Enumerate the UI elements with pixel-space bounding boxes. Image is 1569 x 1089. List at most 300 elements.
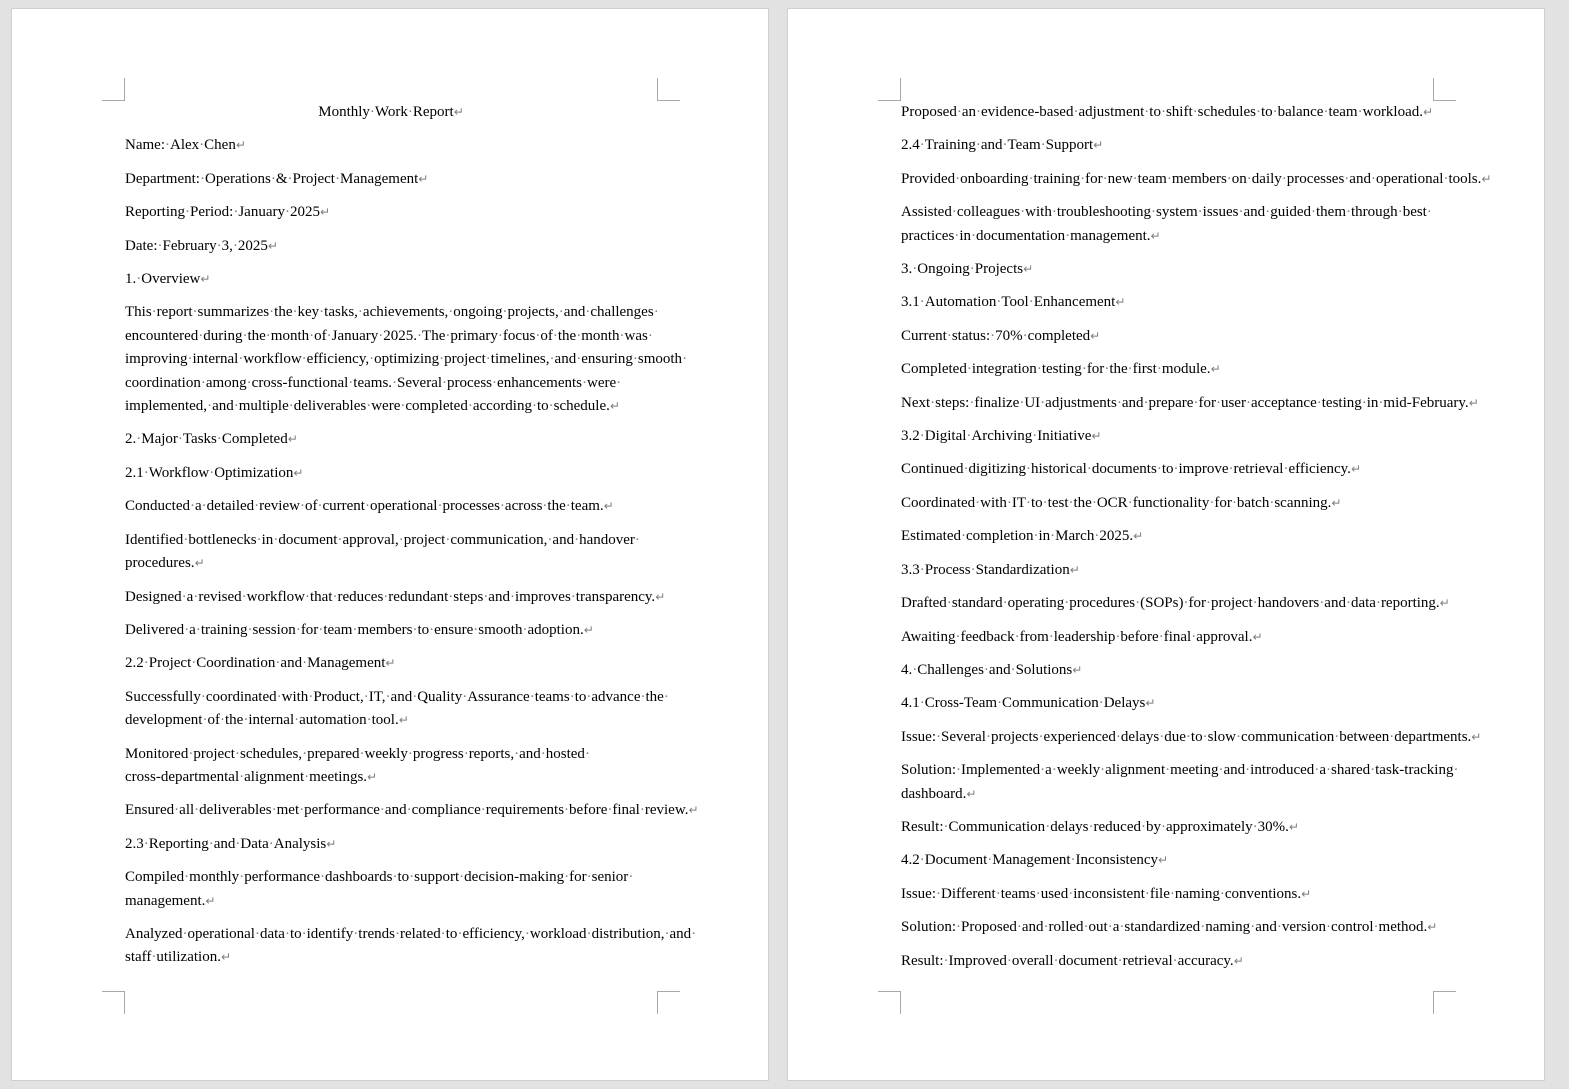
space-mark: · [1443,170,1449,187]
text-line[interactable]: Solution:·Proposed·and·rolled·out·a·standardized·naming·and·version·control·method.↵ [901,919,1438,936]
space-mark: · [1255,104,1261,120]
space-mark: · [406,802,412,819]
paragraph-mark: ↵ [1331,495,1342,510]
space-mark: · [497,327,503,344]
space-mark: · [647,327,653,344]
paragraph-mark: ↵ [1439,596,1450,611]
paragraph[interactable] [901,592,1450,615]
space-mark: · [143,655,149,672]
text-line[interactable]: 3.2·Digital·Archiving·Initiative↵ [901,428,1102,445]
space-mark: · [394,925,400,942]
space-mark: · [285,204,290,221]
text-line[interactable]: Drafted·standard·operating·procedures·(SOPs)·for·project·handovers·and·data·reporting.↵ [901,595,1450,612]
space-mark: · [183,531,189,548]
space-mark: · [607,802,613,819]
space-mark: · [997,695,1003,712]
space-mark: · [284,925,290,942]
paragraph-mark: ↵ [1427,920,1438,935]
paragraph-mark: ↵ [1301,886,1312,901]
space-mark: · [1159,728,1165,745]
paragraph-mark: ↵ [205,893,216,908]
document-page-1[interactable] [11,8,769,1081]
space-mark: · [639,802,645,819]
space-mark: · [318,621,324,638]
space-mark: · [243,712,249,729]
space-mark: · [254,925,260,942]
space-mark: · [1002,595,1008,612]
space-mark: · [1252,595,1258,612]
paragraph[interactable] [125,301,688,418]
text-line[interactable]: 2.·Major·Tasks·Completed↵ [125,431,298,448]
space-mark: · [352,621,358,638]
space-mark: · [246,374,252,391]
space-mark: · [1235,728,1241,745]
text-line[interactable]: 1.·Overview↵ [125,271,211,288]
paragraph-mark: ↵ [418,171,429,186]
paragraph[interactable] [901,425,1433,448]
space-mark: · [378,327,384,344]
space-mark: · [194,802,200,819]
paragraph-mark: ↵ [1133,529,1144,544]
document-title[interactable] [125,101,657,124]
space-mark: · [1215,394,1221,411]
text-line[interactable]: Delivered·a·training·session·for·team·members·to·ensure·smooth·adoption.↵ [125,621,594,638]
text-line[interactable]: Conducted·a·detailed·review·of·current·operational·processes·across·the·team.↵ [125,498,614,515]
paragraph[interactable] [901,659,1433,682]
paragraph[interactable] [125,923,697,970]
paragraph[interactable] [901,692,1433,715]
space-mark: · [292,304,298,321]
text-line[interactable]: Completed·integration·testing·for·the·first·module.↵ [901,361,1221,378]
paragraph[interactable] [901,458,1433,481]
space-mark: · [956,104,962,120]
paragraph[interactable] [125,529,657,576]
space-mark: · [564,869,570,886]
text-line[interactable]: Coordinated·with·IT·to·test·the·OCR·functionality·for·batch·scanning.↵ [901,494,1342,511]
text-line[interactable]: Analyzed·operational·data·to·identify·trends·related·to·efficiency,·workload·distribution,·and· [125,925,697,942]
document-page-2[interactable] [787,8,1545,1081]
space-mark: · [1238,204,1244,221]
space-mark: · [943,818,949,835]
text-line[interactable]: procedures.↵ [125,555,205,572]
space-mark: · [1218,762,1224,779]
space-mark: · [1102,170,1108,187]
space-mark: · [569,688,575,705]
space-mark: · [616,374,622,391]
space-mark: · [219,712,225,729]
space-mark: · [1086,461,1092,478]
space-mark: · [919,294,925,311]
space-mark: · [1193,394,1199,411]
text-line[interactable]: Designed·a·revised·workflow·that·reduces·redundant·steps·and·improves·transparency.↵ [125,588,666,605]
text-line[interactable]: Ensured·all·deliverables·met·performance·and·compliance·requirements·before·final·review.↵ [125,802,699,819]
space-mark: · [1064,595,1070,612]
paragraph[interactable] [901,101,1433,124]
text-line[interactable]: Identified·bottlenecks·in·document·approval,·project·communication,·and·handover· [125,531,640,548]
space-mark: · [177,431,183,448]
space-mark: · [429,621,435,638]
paragraph[interactable] [901,168,1492,191]
text-line[interactable]: Result:·Communication·delays·reduced·by·approximately·30%.↵ [901,818,1299,835]
paragraph[interactable] [125,235,657,258]
space-mark: · [640,688,646,705]
space-mark: · [514,745,520,762]
space-mark: · [400,398,406,415]
space-mark: · [1276,919,1282,936]
space-mark: · [235,835,241,852]
space-mark: · [955,628,961,645]
space-mark: · [445,327,451,344]
space-mark: · [247,621,253,638]
space-mark: · [1185,728,1191,745]
paragraph[interactable] [125,652,657,675]
paragraph[interactable] [125,619,657,642]
paragraph[interactable] [901,916,1438,939]
space-mark: · [1191,628,1197,645]
space-mark: · [955,170,961,187]
space-mark: · [1051,762,1057,779]
space-mark: · [392,869,398,886]
space-mark: · [304,588,310,605]
space-mark: · [485,351,491,368]
text-line[interactable]: improving·internal·workflow·efficiency,·optimizing·project·timelines,·and·ensuring·smooth· [125,351,688,368]
space-mark: · [1127,494,1133,511]
space-mark: · [1115,628,1121,645]
paragraph-mark: ↵ [194,556,205,571]
space-mark: · [1040,394,1046,411]
text-line[interactable]: Monitored·project·schedules,·prepared·weekly·progress·reports,·and·hosted· [125,745,590,762]
space-mark: · [459,869,465,886]
space-mark: · [157,237,163,254]
paragraph[interactable] [125,799,699,822]
space-mark: · [317,498,323,515]
space-mark: · [473,621,479,638]
space-mark: · [966,428,972,445]
paragraph[interactable] [901,358,1433,381]
space-mark: · [1165,762,1171,779]
paragraph-mark: ↵ [220,950,232,965]
space-mark: · [936,885,941,902]
space-mark: · [1038,728,1044,745]
space-mark: · [570,588,576,605]
space-mark: · [1019,394,1025,411]
space-mark: · [412,621,418,638]
text-line[interactable]: cross-departmental·alignment·meetings.↵ [125,768,378,785]
space-mark: · [1068,885,1074,902]
space-mark: · [369,104,375,120]
paragraph[interactable] [901,626,1433,649]
space-mark: · [1091,494,1097,511]
space-mark: · [564,802,570,819]
space-mark: · [1250,919,1256,936]
text-line[interactable]: Issue:·Different·teams·used·inconsistent·file·naming·conventions.↵ [901,885,1312,902]
space-mark: · [524,925,530,942]
text-line[interactable]: 4.2·Document·Management·Inconsistency↵ [901,852,1169,869]
space-mark: · [1397,204,1403,221]
space-mark: · [1094,528,1100,545]
space-mark: · [357,304,363,321]
paragraph[interactable] [125,268,657,291]
paragraph[interactable] [901,291,1433,314]
space-mark: · [961,528,966,545]
space-mark: · [273,531,279,548]
space-mark: · [983,661,989,678]
margin-mark-bottom-left [102,991,125,1014]
paragraph[interactable] [901,325,1433,348]
paragraph[interactable] [901,492,1433,515]
space-mark: · [1166,170,1172,187]
space-mark: · [1107,919,1113,936]
space-mark: · [319,869,325,886]
space-mark: · [1144,104,1150,120]
space-mark: · [265,327,271,344]
space-mark: · [1219,885,1225,902]
text-line[interactable]: Awaiting·feedback·from·leadership·before·final·approval.↵ [901,628,1263,645]
space-mark: · [943,952,949,969]
space-mark: · [301,925,307,942]
text-line[interactable]: management.↵ [125,892,216,909]
text-line[interactable]: dashboard.↵ [901,785,977,802]
paragraph[interactable] [125,462,657,485]
space-mark: · [969,394,975,411]
space-mark: · [334,170,340,187]
space-mark: · [975,137,981,154]
text-line[interactable]: 3.1·Automation·Tool·Enhancement↵ [901,294,1126,311]
text-line[interactable]: Result:·Improved·overall·document·retrieval·accuracy.↵ [901,952,1244,969]
paragraph[interactable] [125,134,657,157]
paragraph[interactable] [125,168,657,191]
page-text-area[interactable] [125,101,699,980]
space-mark: · [1265,204,1271,221]
text-line[interactable]: Successfully·coordinated·with·Product,·IT,·and·Quality·Assurance·teams·to·advance·the· [125,688,669,705]
space-mark: · [1323,104,1329,120]
space-mark: · [366,712,372,729]
paragraph-mark: ↵ [320,205,331,220]
space-mark: · [540,745,546,762]
space-mark: · [1036,361,1042,378]
paragraph[interactable] [125,586,666,609]
space-mark: · [628,869,634,886]
space-mark: · [1083,919,1089,936]
paragraph[interactable] [901,726,1482,749]
text-line[interactable]: Solution:·Implemented·a·weekly·alignment·meeting·and·introduced·a·shared·task-tracking· [901,762,1459,779]
paragraph[interactable] [901,559,1433,582]
paragraph-mark: ↵ [1145,696,1156,711]
text-line[interactable]: Monthly·Work·Report↵ [318,104,464,120]
space-mark: · [1361,394,1367,411]
space-mark: · [412,688,418,705]
text-line[interactable]: development·of·the·internal·automation·tool.↵ [125,712,409,729]
space-mark: · [548,398,554,415]
paragraph[interactable] [901,258,1433,281]
space-mark: · [632,351,638,368]
space-mark: · [385,688,391,705]
space-mark: · [663,688,669,705]
text-line[interactable]: 2.4·Training·and·Team·Support↵ [901,137,1104,154]
space-mark: · [164,137,170,154]
space-mark: · [209,464,215,481]
space-mark: · [302,655,308,672]
text-line[interactable]: Department:·Operations·&·Project·Management↵ [125,170,429,187]
paragraph[interactable] [901,816,1433,839]
text-line[interactable]: Date:·February·3,·2025↵ [125,237,278,254]
paragraph-mark: ↵ [453,105,464,119]
paragraph-mark: ↵ [1252,629,1263,644]
space-mark: · [1040,762,1046,779]
space-mark: · [1378,394,1384,411]
text-line[interactable]: practices·in·documentation·management.↵ [901,227,1161,244]
space-mark: · [1314,762,1320,779]
text-line[interactable]: 2.1·Workflow·Optimization↵ [125,464,304,481]
paragraph[interactable] [901,849,1433,872]
space-mark: · [954,227,960,244]
space-mark: · [1045,818,1051,835]
space-mark: · [233,204,239,221]
space-mark: · [216,237,222,254]
space-mark: · [1051,204,1057,221]
space-mark: · [440,925,446,942]
text-line[interactable]: encountered·during·the·month·of·January·2025.·The·primary·focus·of·the·month·was· [125,327,653,344]
text-line[interactable]: coordination·among·cross-functional·teams.·Several·process·enhancements·were· [125,374,622,391]
space-mark: · [480,802,486,819]
text-line[interactable]: 3.·Ongoing·Projects↵ [901,261,1034,278]
space-mark: · [584,745,590,762]
space-mark: · [241,588,247,605]
text-line[interactable]: Current·status:·70%·completed↵ [901,327,1101,344]
space-mark: · [522,621,528,638]
space-mark: · [956,919,962,936]
space-mark: · [1135,595,1141,612]
paragraph-mark: ↵ [1423,105,1434,119]
space-mark: · [295,621,301,638]
space-mark: · [582,374,587,391]
space-mark: · [192,304,198,321]
space-mark: · [1028,170,1034,187]
text-line[interactable]: Assisted·colleagues·with·troubleshooting·system·issues·and·guided·them·through·best· [901,204,1432,221]
text-line[interactable]: Estimated·completion·in·March·2025.↵ [901,528,1144,545]
space-mark: · [1246,170,1252,187]
paragraph-mark: ↵ [235,138,246,153]
paragraph[interactable] [125,866,657,913]
paragraph[interactable] [125,495,657,518]
space-mark: · [1115,728,1121,745]
space-mark: · [1245,394,1251,411]
space-mark: · [304,768,310,785]
space-mark: · [198,327,204,344]
paragraph[interactable] [125,686,669,733]
space-mark: · [547,531,553,548]
space-mark: · [437,498,443,515]
space-mark: · [1160,104,1166,120]
paragraph-mark: ↵ [267,238,278,253]
text-line[interactable]: 2.3·Reporting·and·Data·Analysis↵ [125,835,337,852]
paragraph[interactable] [901,201,1433,248]
text-line[interactable]: 2.2·Project·Coordination·and·Management↵ [125,655,396,672]
page-text-area[interactable] [901,101,1492,983]
space-mark: · [969,261,975,278]
text-line[interactable]: Reporting·Period:·January·2025↵ [125,204,331,221]
text-line[interactable]: 4.1·Cross-Team·Communication·Delays↵ [901,695,1156,712]
text-line[interactable]: Proposed·an·evidence-based·adjustment·to·shift·schedules·to·balance·team·workload.↵ [901,104,1434,120]
text-line[interactable]: Compiled·monthly·performance·dashboards·to·support·decision-making·for·senior· [125,869,634,886]
space-mark: · [143,835,149,852]
paragraph[interactable] [901,392,1479,415]
space-mark: · [619,327,625,344]
space-mark: · [143,464,149,481]
space-mark: · [299,802,305,819]
space-mark: · [1053,952,1059,969]
text-line[interactable]: 3.3·Process·Standardization↵ [901,561,1080,578]
space-mark: · [181,588,187,605]
space-mark: · [1326,919,1332,936]
space-mark: · [1346,204,1352,221]
space-mark: · [975,494,981,511]
space-mark: · [1357,104,1363,120]
space-mark: · [1073,104,1079,120]
paragraph[interactable] [901,883,1433,906]
text-line[interactable]: Continued·digitizing·historical·documents·to·improve·retrieval·efficiency.↵ [901,461,1361,478]
space-mark: · [366,398,372,415]
space-mark: · [174,802,180,819]
paragraph[interactable] [125,201,657,224]
paragraph[interactable] [901,950,1433,973]
space-mark: · [216,431,222,448]
paragraph[interactable] [901,759,1459,806]
space-mark: · [409,869,415,886]
paragraph[interactable] [125,428,657,451]
space-mark: · [136,271,142,288]
text-line[interactable]: implemented,·and·multiple·deliverables·were·completed·according·to·schedule.↵ [125,398,620,415]
space-mark: · [492,374,498,391]
space-mark: · [276,688,282,705]
space-mark: · [1032,428,1038,445]
text-line[interactable]: This·report·summarizes·the·key·tasks,·achievements,·ongoing·projects,·and·challenges· [125,304,659,321]
space-mark: · [275,655,281,672]
space-mark: · [1202,728,1208,745]
paragraph-mark: ↵ [293,465,304,480]
text-line[interactable]: 4.·Challenges·and·Solutions↵ [901,661,1083,678]
space-mark: · [187,351,193,368]
paragraph[interactable] [901,134,1433,157]
space-mark: · [576,351,582,368]
space-mark: · [1117,952,1123,969]
space-mark: · [963,461,969,478]
space-mark: · [1205,595,1211,612]
text-line[interactable]: Issue:·Several·projects·experienced·delays·due·to·slow·communication·between·departments.↵ [901,728,1482,745]
paragraph-mark: ↵ [655,589,666,604]
paragraph[interactable] [125,743,657,790]
space-mark: · [1010,661,1016,678]
space-mark: · [951,204,957,221]
paragraph[interactable] [901,525,1433,548]
margin-mark-top-right [657,78,680,101]
space-mark: · [956,762,962,779]
space-mark: · [1158,628,1164,645]
space-mark: · [309,327,315,344]
space-mark: · [207,398,213,415]
paragraph-mark: ↵ [1468,395,1479,410]
space-mark: · [302,745,308,762]
text-line[interactable]: staff·utilization.↵ [125,949,232,966]
text-line[interactable]: Next·steps:·finalize·UI·adjustments·and·prepare·for·user·acceptance·testing·in·mid-February.↵ [901,394,1479,411]
space-mark: · [234,745,240,762]
paragraph-mark: ↵ [609,399,620,414]
space-mark: · [1375,595,1381,612]
paragraph[interactable] [125,833,657,856]
text-line[interactable]: Provided·onboarding·training·for·new·team·members·on·daily·processes·and·operational·tools.↵ [901,170,1492,187]
space-mark: · [1226,170,1232,187]
text-line[interactable]: Name:·Alex·Chen↵ [125,137,246,154]
